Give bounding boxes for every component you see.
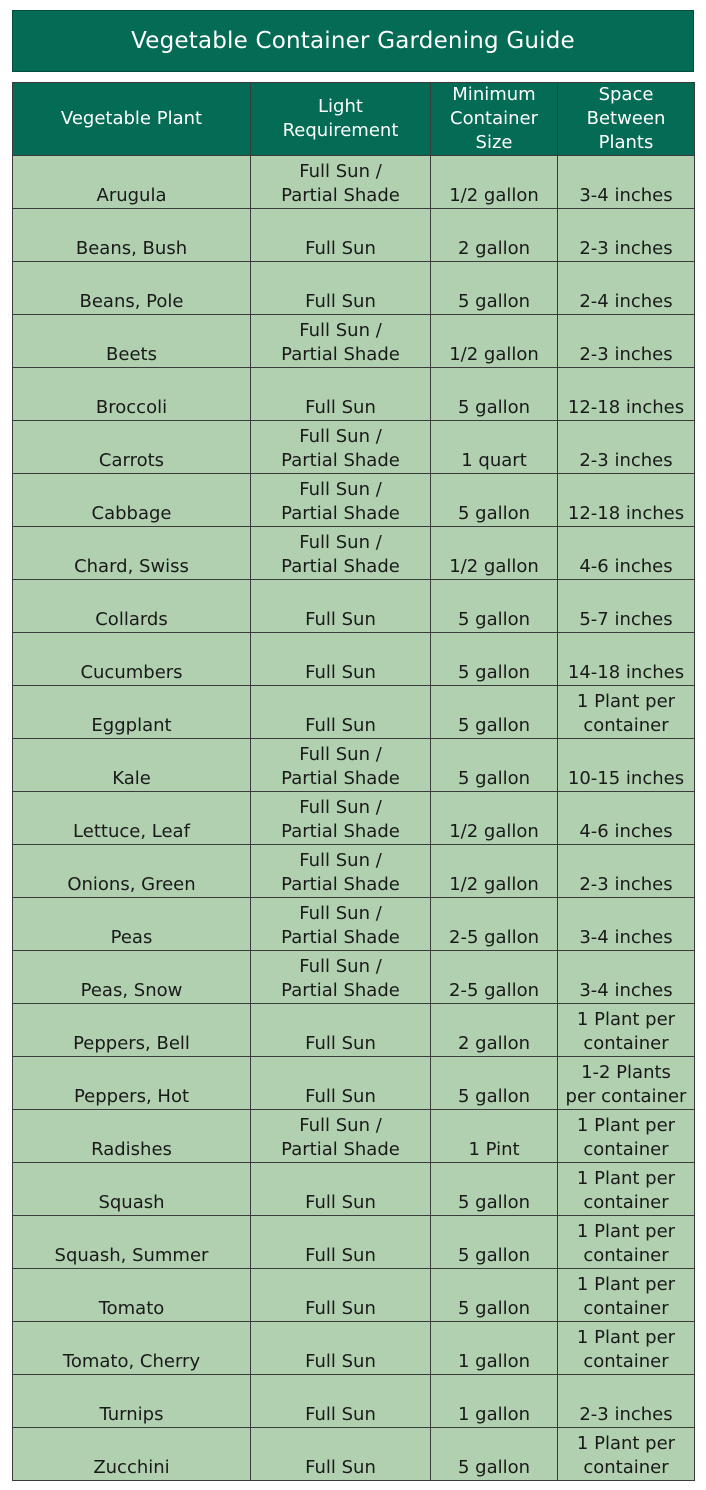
cell-light-line: Full Sun / (299, 426, 382, 447)
cell-light-line: Full Sun (305, 1192, 376, 1213)
table-body (13, 156, 695, 1481)
cell-size: 5 gallon (431, 739, 558, 792)
cell-size: 5 gallon (431, 580, 558, 633)
column-header-light-line: Requirement (282, 120, 399, 141)
cell-light-line: Full Sun / (299, 903, 382, 924)
cell-light-line: Full Sun (305, 1457, 376, 1478)
cell-light-line: Full Sun / (299, 956, 382, 977)
cell-light-line: Partial Shade (281, 503, 400, 524)
cell-space (558, 209, 695, 262)
cell-space (558, 1216, 695, 1269)
cell-size: 1 gallon (431, 1375, 558, 1428)
table-header-row (13, 83, 695, 156)
cell-light (251, 1322, 431, 1375)
cell-plant: Cucumbers (13, 633, 251, 686)
cell-light-line: Full Sun / (299, 1115, 382, 1136)
cell-space-line: 5-7 inches (579, 609, 673, 630)
cell-light-line: Full Sun / (299, 161, 382, 182)
cell-plant: Zucchini (13, 1428, 251, 1481)
cell-space-line: 1 Plant per (576, 1327, 676, 1348)
cell-space-line: 12-18 inches (567, 397, 685, 418)
cell-light-line: Partial Shade (281, 185, 400, 206)
column-header-size-line: Size (475, 132, 513, 153)
cell-space-line: 1 Plant per (576, 1009, 676, 1030)
cell-light (251, 421, 431, 474)
cell-light-line: Full Sun (305, 662, 376, 683)
column-header-size (431, 83, 558, 156)
table-row (13, 580, 695, 633)
cell-light (251, 1163, 431, 1216)
cell-light (251, 633, 431, 686)
cell-plant: Peas (13, 898, 251, 951)
column-header-plant-label: Vegetable Plant (60, 108, 203, 129)
cell-space (558, 262, 695, 315)
cell-size: 2 gallon (431, 209, 558, 262)
cell-light (251, 1057, 431, 1110)
cell-space (558, 792, 695, 845)
cell-light-line: Partial Shade (281, 344, 400, 365)
cell-space-line: 2-3 inches (579, 450, 673, 471)
cell-space-line: 1 Plant per (576, 1433, 676, 1454)
cell-space-line: 2-3 inches (579, 1404, 673, 1425)
table-row (13, 633, 695, 686)
cell-size: 1 quart (431, 421, 558, 474)
table-row (13, 1269, 695, 1322)
cell-light-line: Full Sun (305, 238, 376, 259)
cell-space-line: 3-4 inches (579, 927, 673, 948)
table-row (13, 1057, 695, 1110)
cell-light (251, 156, 431, 209)
cell-space (558, 1322, 695, 1375)
cell-size: 5 gallon (431, 1269, 558, 1322)
cell-light (251, 368, 431, 421)
cell-space (558, 1375, 695, 1428)
cell-plant: Turnips (13, 1375, 251, 1428)
cell-light (251, 792, 431, 845)
cell-size: 5 gallon (431, 474, 558, 527)
cell-space-line: 2-3 inches (579, 238, 673, 259)
cell-space-line: container (583, 1033, 669, 1054)
cell-space (558, 1269, 695, 1322)
column-header-space-line: Plants (598, 132, 654, 153)
cell-light-line: Partial Shade (281, 874, 400, 895)
cell-space (558, 951, 695, 1004)
column-header-plant (13, 83, 251, 156)
cell-plant: Kale (13, 739, 251, 792)
cell-space-line: 1 Plant per (576, 1274, 676, 1295)
cell-space-line: 2-3 inches (579, 874, 673, 895)
cell-space (558, 845, 695, 898)
cell-light (251, 1269, 431, 1322)
cell-space (558, 633, 695, 686)
cell-light (251, 1216, 431, 1269)
cell-space (558, 1110, 695, 1163)
cell-size: 1/2 gallon (431, 527, 558, 580)
cell-light (251, 262, 431, 315)
table-row (13, 845, 695, 898)
cell-light-line: Full Sun / (299, 320, 382, 341)
cell-plant: Peppers, Hot (13, 1057, 251, 1110)
cell-space-line: 2-4 inches (579, 291, 673, 312)
cell-plant: Cabbage (13, 474, 251, 527)
cell-space-line: container (583, 715, 669, 736)
cell-size: 5 gallon (431, 1428, 558, 1481)
cell-light-line: Full Sun (305, 1351, 376, 1372)
column-header-space-line: Space (598, 84, 654, 105)
cell-space-line: 12-18 inches (567, 503, 685, 524)
column-header-light (251, 83, 431, 156)
cell-space (558, 421, 695, 474)
cell-plant: Peppers, Bell (13, 1004, 251, 1057)
cell-size: 2 gallon (431, 1004, 558, 1057)
cell-light (251, 315, 431, 368)
gardening-guide-table (12, 82, 695, 1481)
table-row (13, 792, 695, 845)
cell-light-line: Full Sun / (299, 532, 382, 553)
table-row (13, 1428, 695, 1481)
cell-light (251, 580, 431, 633)
column-header-space-line: Between (586, 108, 666, 129)
cell-light (251, 686, 431, 739)
cell-size: 2-5 gallon (431, 951, 558, 1004)
cell-light-line: Partial Shade (281, 1139, 400, 1160)
cell-space (558, 580, 695, 633)
cell-space (558, 739, 695, 792)
cell-light-line: Full Sun (305, 715, 376, 736)
cell-space-line: 1 Plant per (576, 1115, 676, 1136)
table-row (13, 1110, 695, 1163)
cell-light-line: Full Sun (305, 1298, 376, 1319)
table-row (13, 686, 695, 739)
cell-light-line: Full Sun (305, 1245, 376, 1266)
cell-space-line: container (583, 1139, 669, 1160)
cell-light (251, 1004, 431, 1057)
table-row (13, 421, 695, 474)
cell-space (558, 1163, 695, 1216)
table-row (13, 315, 695, 368)
cell-space-line: 10-15 inches (567, 768, 685, 789)
cell-light (251, 527, 431, 580)
cell-space-line: 3-4 inches (579, 980, 673, 1001)
cell-light-line: Partial Shade (281, 927, 400, 948)
cell-light-line: Full Sun (305, 1404, 376, 1425)
table-row (13, 368, 695, 421)
column-header-size-line: Minimum (452, 84, 536, 105)
cell-light-line: Full Sun (305, 397, 376, 418)
table-row (13, 898, 695, 951)
cell-space (558, 315, 695, 368)
cell-space-line: container (583, 1351, 669, 1372)
cell-size: 5 gallon (431, 686, 558, 739)
table-row (13, 739, 695, 792)
cell-size: 1/2 gallon (431, 156, 558, 209)
cell-size: 1/2 gallon (431, 315, 558, 368)
cell-light (251, 1375, 431, 1428)
cell-space (558, 527, 695, 580)
cell-light (251, 1110, 431, 1163)
cell-plant: Carrots (13, 421, 251, 474)
cell-light-line: Partial Shade (281, 821, 400, 842)
page-title: Vegetable Container Gardening Guide (12, 10, 694, 72)
cell-space (558, 474, 695, 527)
cell-space-line: 1 Plant per (576, 691, 676, 712)
cell-light-line: Full Sun (305, 291, 376, 312)
cell-size: 5 gallon (431, 1216, 558, 1269)
cell-plant: Arugula (13, 156, 251, 209)
cell-light-line: Full Sun / (299, 850, 382, 871)
cell-plant: Beans, Bush (13, 209, 251, 262)
cell-size: 1/2 gallon (431, 845, 558, 898)
cell-light (251, 474, 431, 527)
table-row (13, 262, 695, 315)
cell-plant: Eggplant (13, 686, 251, 739)
cell-space-line: per container (565, 1086, 687, 1107)
cell-light-line: Full Sun (305, 1086, 376, 1107)
cell-plant: Onions, Green (13, 845, 251, 898)
cell-plant: Collards (13, 580, 251, 633)
cell-space (558, 1057, 695, 1110)
cell-space-line: container (583, 1457, 669, 1478)
cell-space-line: 1-2 Plants (581, 1062, 671, 1083)
cell-plant: Peas, Snow (13, 951, 251, 1004)
cell-light-line: Full Sun / (299, 744, 382, 765)
cell-space-line: container (583, 1298, 669, 1319)
cell-plant: Chard, Swiss (13, 527, 251, 580)
cell-light-line: Partial Shade (281, 980, 400, 1001)
cell-size: 5 gallon (431, 262, 558, 315)
cell-plant: Tomato, Cherry (13, 1322, 251, 1375)
cell-size: 1/2 gallon (431, 792, 558, 845)
table-row (13, 1375, 695, 1428)
cell-light (251, 845, 431, 898)
cell-light (251, 209, 431, 262)
cell-size: 1 Pint (431, 1110, 558, 1163)
cell-size: 2-5 gallon (431, 898, 558, 951)
cell-light-line: Full Sun (305, 1033, 376, 1054)
table-row (13, 527, 695, 580)
cell-space-line: container (583, 1192, 669, 1213)
cell-space (558, 1428, 695, 1481)
cell-plant: Beans, Pole (13, 262, 251, 315)
cell-plant: Broccoli (13, 368, 251, 421)
cell-light-line: Full Sun / (299, 479, 382, 500)
table-row (13, 1004, 695, 1057)
cell-light-line: Full Sun (305, 609, 376, 630)
cell-space (558, 1004, 695, 1057)
cell-space-line: 14-18 inches (567, 662, 685, 683)
cell-light-line: Full Sun / (299, 797, 382, 818)
cell-plant: Beets (13, 315, 251, 368)
cell-space (558, 368, 695, 421)
cell-space-line: container (583, 1245, 669, 1266)
cell-light-line: Partial Shade (281, 450, 400, 471)
cell-light (251, 898, 431, 951)
cell-size: 5 gallon (431, 633, 558, 686)
cell-plant: Lettuce, Leaf (13, 792, 251, 845)
table-row (13, 951, 695, 1004)
cell-plant: Radishes (13, 1110, 251, 1163)
cell-light (251, 739, 431, 792)
cell-space-line: 4-6 inches (579, 556, 673, 577)
cell-light (251, 951, 431, 1004)
cell-space-line: 1 Plant per (576, 1168, 676, 1189)
cell-size: 5 gallon (431, 1057, 558, 1110)
table-row (13, 209, 695, 262)
table-row (13, 1163, 695, 1216)
cell-plant: Tomato (13, 1269, 251, 1322)
cell-size: 1 gallon (431, 1322, 558, 1375)
cell-size: 5 gallon (431, 1163, 558, 1216)
column-header-size-line: Container (450, 108, 538, 129)
cell-space-line: 1 Plant per (576, 1221, 676, 1242)
table-row (13, 156, 695, 209)
cell-space (558, 156, 695, 209)
cell-space (558, 686, 695, 739)
table-row (13, 1216, 695, 1269)
cell-plant: Squash (13, 1163, 251, 1216)
cell-size: 5 gallon (431, 368, 558, 421)
cell-plant: Squash, Summer (13, 1216, 251, 1269)
column-header-light-line: Light (318, 96, 363, 117)
table-row (13, 474, 695, 527)
column-header-space (558, 83, 695, 156)
cell-space-line: 2-3 inches (579, 344, 673, 365)
table-row (13, 1322, 695, 1375)
cell-space-line: 4-6 inches (579, 821, 673, 842)
cell-light-line: Partial Shade (281, 556, 400, 577)
cell-light (251, 1428, 431, 1481)
cell-light-line: Partial Shade (281, 768, 400, 789)
cell-space (558, 898, 695, 951)
cell-space-line: 3-4 inches (579, 185, 673, 206)
